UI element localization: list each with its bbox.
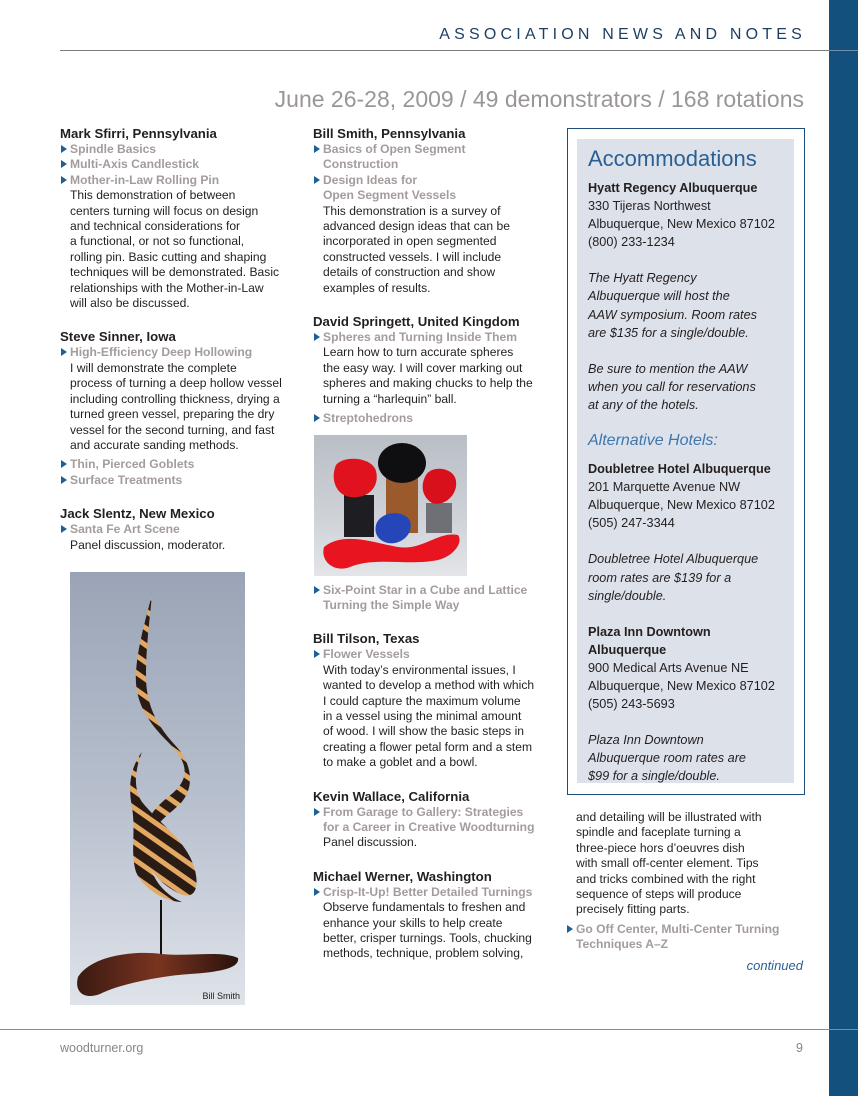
sculpture-rod [160, 900, 162, 958]
black-streptohedron [378, 443, 426, 483]
reservation-reminder: Be sure to mention the AAW when you call for reservations at any of the hotels. [588, 361, 756, 412]
demonstrator-name: David Springett, United Kingdom [313, 314, 520, 330]
demonstrator-name: Steve Sinner, Iowa [60, 329, 176, 345]
topic-link[interactable]: From Garage to Gallery: Strategies for a Career in Creative Woodturning [313, 805, 558, 836]
topic-link[interactable]: Flower Vessels [313, 647, 558, 662]
topic-description: Observe fundamentals to freshen and enhance your skills to help create better, crisper turnings. Tools, chucking methods, technique, problem solving, [323, 900, 532, 961]
topic-description: This demonstration of between centers turning will focus on design and technical considerations for a functional, or not so functional, rolling pin. Basic cutting and shaping techniques will be demonstrated. Basic relationships with the Mother-in-Law will also be discussed. [70, 188, 280, 311]
accommodations-title: Accommodations [588, 146, 757, 171]
continued-link[interactable]: continued [746, 958, 803, 973]
triangle-bullet-icon [567, 925, 573, 933]
demonstrator-name: Jack Slentz, New Mexico [60, 506, 215, 522]
topic-description: I will demonstrate the complete process of turning a deep hollow vessel including controlling thickness, drying a turned green vessel, preparing the dry vessel for the second turning, and fast and accurate sanding methods. [70, 360, 282, 452]
topic-link[interactable]: Spheres and Turning Inside Them [313, 330, 558, 345]
triangle-bullet-icon [314, 808, 320, 816]
accommodations-panel [577, 139, 794, 783]
alternative-hotels-title: Alternative Hotels: [588, 432, 718, 450]
triangle-bullet-icon [314, 586, 320, 594]
triangle-bullet-icon [314, 333, 320, 341]
triangle-bullet-icon [61, 525, 67, 533]
gray-block [426, 503, 452, 533]
triangle-bullet-icon [61, 145, 67, 153]
topic-link[interactable]: Six-Point Star in a Cube and Lattice Turning the Simple Way [313, 583, 558, 614]
photo-credit: Bill Smith [202, 991, 240, 1001]
demonstrator-entry [60, 126, 305, 311]
topic-link[interactable]: Thin, Pierced Goblets [60, 457, 305, 472]
demonstrator-entry [313, 631, 558, 770]
footer-rule [0, 1029, 829, 1030]
demonstrator-entry [313, 126, 558, 296]
streptohedrons-illustration [314, 435, 467, 576]
side-color-band [829, 0, 858, 1096]
demonstrator-name: Michael Werner, Washington [313, 868, 492, 884]
section-title: ASSOCIATION NEWS AND NOTES [439, 26, 806, 43]
topic-link[interactable]: Surface Treatments [60, 473, 305, 488]
streptohedrons-photo [314, 435, 467, 576]
topic-link[interactable]: Multi-Axis Candlestick [60, 157, 305, 172]
hotel-name: Doubletree Hotel Albuquerque [588, 462, 771, 477]
topic-description: Learn how to turn accurate spheres the easy way. I will cover marking out spheres and making chucks to help the turning a “harlequin” ball. [323, 345, 533, 406]
column-1 [60, 126, 305, 553]
topic-link[interactable]: Spindle Basics [60, 142, 305, 157]
topic-description: Panel discussion. [323, 835, 418, 850]
accommodations-box [567, 128, 805, 795]
triangle-bullet-icon [61, 460, 67, 468]
topic-link[interactable]: Mother-in-Law Rolling Pin [60, 173, 305, 188]
topic-link[interactable]: Go Off Center, Multi-Center Turning Techniques A–Z [566, 922, 806, 953]
header-rule [60, 50, 829, 51]
demonstrator-entry [313, 869, 558, 962]
triangle-bullet-icon [314, 888, 320, 896]
triangle-bullet-icon [314, 176, 320, 184]
hotel-listing [588, 623, 793, 786]
triangle-bullet-icon [61, 476, 67, 484]
footer-site-link[interactable]: woodturner.org [60, 1041, 144, 1055]
hotel-address: 201 Marquette Avenue NW Albuquerque, New Mexico 87102 (505) 247-3344 [588, 478, 793, 532]
page-number: 9 [796, 1041, 803, 1055]
triangle-bullet-icon [61, 348, 67, 356]
topic-link[interactable]: High-Efficiency Deep Hollowing [60, 345, 305, 360]
triangle-bullet-icon [314, 414, 320, 422]
triangle-bullet-icon [314, 650, 320, 658]
triangle-bullet-icon [61, 160, 67, 168]
spiral-form [130, 594, 196, 902]
spiral-sculpture-illustration [70, 572, 245, 1005]
hotel-note: Plaza Inn Downtown Albuquerque room rates are $99 for a single/double. [588, 733, 746, 784]
topic-description: This demonstration is a survey of advanced design ideas that can be incorporated in open segmented constructed vessels. I will include details of construction and show examples of results. [323, 203, 510, 295]
red-streptohedron-left [334, 459, 377, 497]
hotel-address: 330 Tijeras Northwest Albuquerque, New Mexico 87102 (800) 233-1234 [588, 197, 793, 251]
band-rule-bottom [829, 1029, 858, 1030]
demonstrator-name: Bill Smith, Pennsylvania [313, 126, 466, 141]
hotel-listing [588, 179, 793, 342]
demonstrator-name: Mark Sfirri, Pennsylvania [60, 126, 217, 141]
topic-description: Panel discussion, moderator. [70, 537, 226, 552]
topic-description: With today’s environmental issues, I wanted to develop a method with which I could capture the maximum volume in a vessel using the minimal amount of wood. I will show the basic steps in creating a flower petal form and a stem to make a goblet and a bowl. [323, 662, 535, 770]
band-rule-top [829, 50, 858, 51]
demonstrator-entry [60, 506, 305, 553]
topic-link[interactable]: Design Ideas for Open Segment Vessels [313, 173, 558, 204]
hotel-note: The Hyatt Regency Albuquerque will host the AAW symposium. Room rates are $135 for a single/double. [588, 271, 757, 340]
topic-link[interactable]: Streptohedrons [313, 411, 558, 426]
hotel-name: Hyatt Regency Albuquerque [588, 181, 758, 195]
sculpture-base [77, 953, 238, 996]
triangle-bullet-icon [61, 176, 67, 184]
demonstrator-entry [313, 789, 558, 851]
demonstrator-name: Kevin Wallace, California [313, 788, 470, 804]
column-3 [566, 810, 806, 953]
hotel-phone: (800) 233-1234 [588, 235, 675, 250]
topic-link[interactable]: Basics of Open Segment Construction [313, 142, 558, 173]
spiral-sculpture-photo [70, 572, 245, 1005]
hotel-phone: (505) 247-3344 [588, 516, 675, 531]
triangle-bullet-icon [314, 145, 320, 153]
topic-link[interactable]: Crisp-It-Up! Better Detailed Turnings [313, 885, 558, 900]
hotel-note: Doubletree Hotel Albuquerque room rates are $139 for a single/double. [588, 552, 759, 603]
topic-description: and detailing will be illustrated with spindle and faceplate turning a three-piece hors d’oeuvres dish with small off-center element. Tips and tricks combined with the right sequence of steps will produce precisely fitting parts. [576, 810, 762, 917]
dateline: June 26-28, 2009 / 49 demonstrators / 168 rotations [274, 86, 804, 112]
black-block [344, 495, 374, 537]
hotel-phone: (505) 243-5693 [588, 697, 675, 712]
hotel-address: 900 Medical Arts Avenue NE Albuquerque, New Mexico 87102 (505) 243-5693 [588, 659, 793, 713]
topic-link[interactable]: Santa Fe Art Scene [60, 522, 305, 537]
red-streptohedron-right [423, 469, 457, 504]
demonstrator-entry [60, 329, 305, 488]
hotel-listing [588, 460, 793, 605]
hotel-name: Plaza Inn Downtown Albuquerque [588, 624, 711, 657]
demonstrator-name: Bill Tilson, Texas [313, 631, 420, 647]
blue-streptohedron [376, 513, 411, 543]
